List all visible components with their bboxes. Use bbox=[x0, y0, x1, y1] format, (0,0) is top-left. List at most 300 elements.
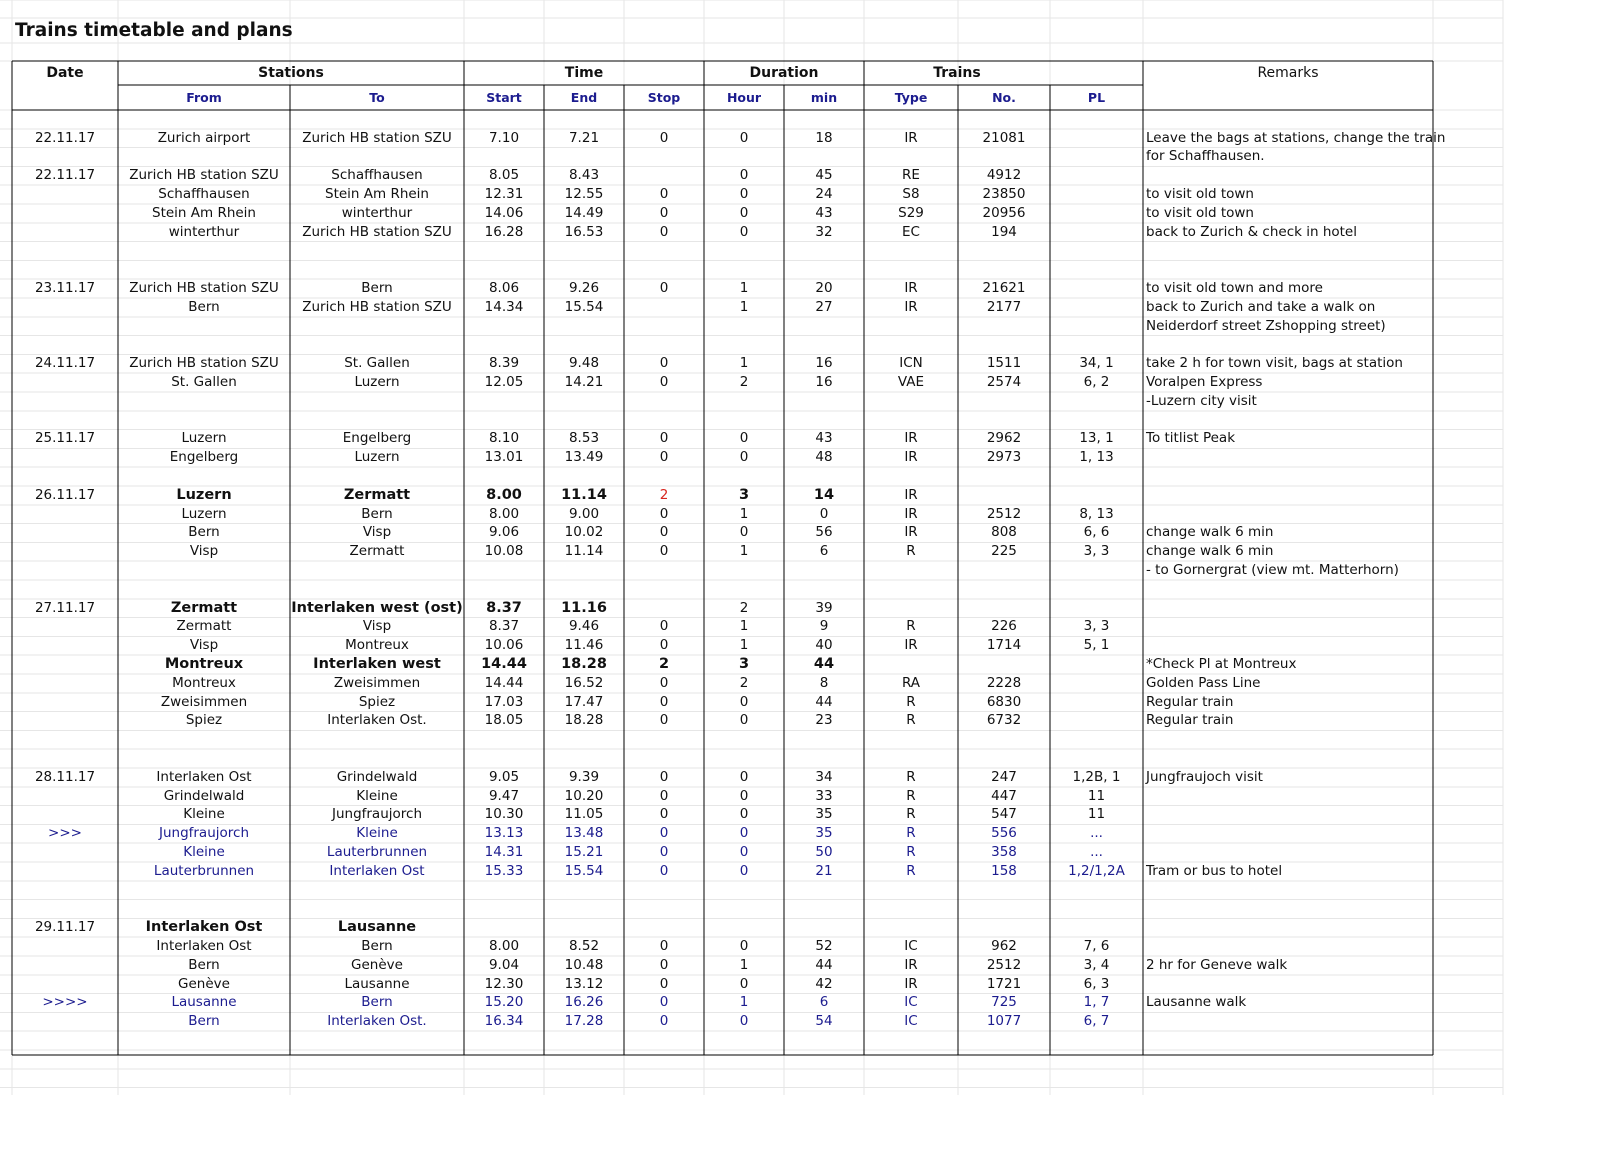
cell-date: 22.11.17 bbox=[34, 167, 96, 184]
cell-remark: *Check Pl at Montreux bbox=[1146, 655, 1297, 672]
cell-min: 33 bbox=[815, 787, 833, 804]
cell-type: IR bbox=[904, 524, 918, 541]
cell-stop: 0 bbox=[659, 543, 669, 560]
cell-end: 10.20 bbox=[564, 787, 604, 804]
cell-remark: change walk 6 min bbox=[1146, 543, 1274, 560]
cell-stop: 0 bbox=[659, 825, 669, 842]
cell-pl: 13, 1 bbox=[1079, 430, 1114, 447]
cell-min: 6 bbox=[819, 994, 829, 1011]
cell-stop: 0 bbox=[659, 956, 669, 973]
header-min: min bbox=[810, 90, 838, 105]
cell-end: 11.14 bbox=[561, 486, 607, 503]
cell-pl: 6, 2 bbox=[1083, 373, 1110, 390]
cell-min: 54 bbox=[815, 1013, 833, 1030]
cell-to: Interlaken Ost. bbox=[327, 1013, 427, 1030]
cell-no: 247 bbox=[991, 768, 1017, 785]
cell-hour: 0 bbox=[739, 787, 749, 804]
cell-to: winterthur bbox=[341, 204, 413, 221]
cell-stop: 0 bbox=[659, 223, 669, 240]
cell-no: 2177 bbox=[986, 298, 1022, 315]
cell-min: 34 bbox=[815, 768, 833, 785]
cell-pl: 7, 6 bbox=[1083, 937, 1110, 954]
header-date: Date bbox=[46, 65, 84, 81]
cell-pl: 11 bbox=[1087, 787, 1106, 804]
cell-pl: 6, 7 bbox=[1083, 1013, 1110, 1030]
cell-from: Zermatt bbox=[170, 599, 238, 616]
cell-stop: 0 bbox=[659, 524, 669, 541]
cell-min: 35 bbox=[815, 825, 833, 842]
cell-end: 13.49 bbox=[564, 449, 604, 466]
cell-to: Grindelwald bbox=[336, 768, 418, 785]
cell-to: Kleine bbox=[356, 825, 398, 842]
cell-min: 48 bbox=[815, 449, 833, 466]
cell-pl: ... bbox=[1090, 843, 1103, 860]
cell-start: 16.34 bbox=[484, 1013, 524, 1030]
cell-min: 43 bbox=[815, 430, 833, 447]
cell-type: IR bbox=[904, 449, 918, 466]
cell-remark: Golden Pass Line bbox=[1146, 674, 1261, 691]
cell-from: Zurich airport bbox=[157, 129, 251, 146]
cell-remark: Voralpen Express bbox=[1146, 373, 1263, 390]
cell-remark: Tram or bus to hotel bbox=[1146, 862, 1283, 879]
cell-no: 808 bbox=[991, 524, 1017, 541]
cell-to: Lauterbrunnen bbox=[326, 843, 428, 860]
cell-min: 35 bbox=[815, 806, 833, 823]
cell-type: R bbox=[906, 787, 916, 804]
cell-end: 14.21 bbox=[564, 373, 604, 390]
cell-date: 27.11.17 bbox=[34, 599, 96, 616]
header-stations: Stations bbox=[258, 65, 324, 81]
cell-pl: 1,2B, 1 bbox=[1072, 768, 1121, 785]
cell-end: 15.21 bbox=[564, 843, 604, 860]
cell-end: 9.48 bbox=[568, 355, 600, 372]
cell-pl: 5, 1 bbox=[1083, 637, 1110, 654]
cell-date: 26.11.17 bbox=[34, 486, 96, 503]
cell-to: Visp bbox=[362, 618, 392, 635]
cell-type: RA bbox=[901, 674, 921, 691]
cell-from: Montreux bbox=[164, 655, 244, 672]
cell-from: St. Gallen bbox=[171, 373, 237, 390]
cell-to: Interlaken Ost. bbox=[327, 712, 427, 729]
cell-no: 20956 bbox=[982, 204, 1026, 221]
cell-no: 1511 bbox=[986, 355, 1022, 372]
cell-stop: 0 bbox=[659, 279, 669, 296]
cell-type: S8 bbox=[902, 185, 920, 202]
cell-no: 23850 bbox=[982, 185, 1026, 202]
cell-stop: 0 bbox=[659, 505, 669, 522]
cell-end: 11.16 bbox=[561, 599, 607, 616]
cell-end: 17.47 bbox=[564, 693, 604, 710]
cell-date: 25.11.17 bbox=[34, 430, 96, 447]
cell-type: S29 bbox=[898, 204, 924, 221]
header-from: From bbox=[186, 90, 222, 105]
header-time: Time bbox=[564, 65, 604, 81]
cell-pl: 8, 13 bbox=[1079, 505, 1114, 522]
cell-hour: 2 bbox=[739, 373, 749, 390]
cell-type: IC bbox=[904, 994, 918, 1011]
cell-start: 12.30 bbox=[484, 975, 524, 992]
cell-remark: Regular train bbox=[1146, 693, 1234, 710]
cell-min: 40 bbox=[815, 637, 833, 654]
cell-pl: 1,2/1,2A bbox=[1068, 862, 1125, 879]
cell-hour: 1 bbox=[739, 956, 749, 973]
cell-start: 9.47 bbox=[488, 787, 520, 804]
cell-end: 11.46 bbox=[564, 637, 604, 654]
cell-start: 13.13 bbox=[484, 825, 524, 842]
header-type: Type bbox=[894, 90, 928, 105]
cell-no: 725 bbox=[991, 994, 1017, 1011]
cell-stop: 2 bbox=[659, 486, 669, 503]
cell-from: Kleine bbox=[183, 806, 225, 823]
cell-from: Zurich HB station SZU bbox=[129, 355, 279, 372]
cell-date: >>>> bbox=[42, 994, 88, 1011]
cell-stop: 0 bbox=[659, 843, 669, 860]
cell-to: Zermatt bbox=[343, 486, 411, 503]
cell-end: 15.54 bbox=[564, 298, 604, 315]
cell-min: 52 bbox=[815, 937, 833, 954]
cell-start: 16.28 bbox=[484, 223, 524, 240]
cell-hour: 1 bbox=[739, 355, 749, 372]
cell-end: 10.48 bbox=[564, 956, 604, 973]
cell-no: 194 bbox=[991, 223, 1017, 240]
cell-hour: 0 bbox=[739, 975, 749, 992]
cell-hour: 0 bbox=[739, 825, 749, 842]
cell-hour: 2 bbox=[739, 674, 749, 691]
cell-start: 12.31 bbox=[484, 185, 524, 202]
cell-hour: 1 bbox=[739, 994, 749, 1011]
cell-hour: 1 bbox=[739, 279, 749, 296]
cell-from: Zurich HB station SZU bbox=[129, 279, 279, 296]
cell-from: Lausanne bbox=[171, 994, 237, 1011]
sheet-title: Trains timetable and plans bbox=[15, 20, 293, 41]
cell-type: IR bbox=[904, 637, 918, 654]
cell-hour: 0 bbox=[739, 185, 749, 202]
cell-start: 8.10 bbox=[488, 430, 520, 447]
cell-remark: to visit old town bbox=[1146, 185, 1254, 202]
cell-start: 14.06 bbox=[484, 204, 524, 221]
cell-from: Genève bbox=[178, 975, 230, 992]
cell-from: Visp bbox=[189, 637, 219, 654]
cell-type: R bbox=[906, 712, 916, 729]
cell-end: 11.14 bbox=[564, 543, 604, 560]
cell-start: 8.00 bbox=[488, 937, 520, 954]
cell-end: 9.00 bbox=[568, 505, 600, 522]
header-trains: Trains bbox=[933, 65, 981, 81]
cell-from: Bern bbox=[188, 524, 220, 541]
cell-to: St. Gallen bbox=[344, 355, 410, 372]
cell-hour: 3 bbox=[738, 486, 750, 503]
cell-type: IR bbox=[904, 279, 918, 296]
cell-start: 8.05 bbox=[488, 167, 520, 184]
cell-start: 15.20 bbox=[484, 994, 524, 1011]
cell-from: Interlaken Ost bbox=[145, 919, 263, 936]
cell-to: Spiez bbox=[358, 693, 396, 710]
cell-remark: 2 hr for Geneve walk bbox=[1146, 956, 1288, 973]
cell-hour: 0 bbox=[739, 524, 749, 541]
cell-min: 8 bbox=[819, 674, 829, 691]
cell-end: 16.52 bbox=[564, 674, 604, 691]
cell-hour: 0 bbox=[739, 204, 749, 221]
cell-stop: 0 bbox=[659, 787, 669, 804]
cell-no: 556 bbox=[991, 825, 1017, 842]
cell-remark: for Schaffhausen. bbox=[1146, 148, 1265, 165]
header-no: No. bbox=[992, 90, 1016, 105]
cell-to: Zermatt bbox=[349, 543, 405, 560]
cell-type: RE bbox=[902, 167, 920, 184]
cell-stop: 0 bbox=[659, 862, 669, 879]
cell-to: Stein Am Rhein bbox=[325, 185, 429, 202]
cell-min: 44 bbox=[813, 655, 835, 672]
cell-type: IR bbox=[904, 430, 918, 447]
header-remarks: Remarks bbox=[1257, 65, 1319, 81]
cell-stop: 0 bbox=[659, 674, 669, 691]
cell-from: winterthur bbox=[168, 223, 240, 240]
cell-hour: 0 bbox=[739, 693, 749, 710]
cell-type: IR bbox=[904, 956, 918, 973]
cell-type: IR bbox=[904, 486, 918, 503]
cell-pl: 11 bbox=[1087, 806, 1106, 823]
cell-end: 9.26 bbox=[568, 279, 600, 296]
cell-stop: 0 bbox=[659, 430, 669, 447]
cell-pl: 3, 4 bbox=[1083, 956, 1110, 973]
cell-stop: 0 bbox=[659, 373, 669, 390]
cell-start: 15.33 bbox=[484, 862, 524, 879]
cell-to: Zurich HB station SZU bbox=[302, 129, 452, 146]
cell-no: 2512 bbox=[986, 956, 1022, 973]
cell-min: 45 bbox=[815, 167, 833, 184]
cell-stop: 0 bbox=[659, 975, 669, 992]
cell-to: Luzern bbox=[354, 373, 400, 390]
cell-start: 10.30 bbox=[484, 806, 524, 823]
cell-stop: 0 bbox=[659, 937, 669, 954]
cell-type: VAE bbox=[897, 373, 925, 390]
cell-remark: Neiderdorf street Zshopping street) bbox=[1146, 317, 1386, 334]
cell-no: 547 bbox=[991, 806, 1017, 823]
cell-remark: take 2 h for town visit, bags at station bbox=[1146, 355, 1403, 372]
cell-start: 10.06 bbox=[484, 637, 524, 654]
cell-stop: 0 bbox=[659, 618, 669, 635]
cell-remark: change walk 6 min bbox=[1146, 524, 1274, 541]
cell-type: IR bbox=[904, 298, 918, 315]
cell-to: Interlaken west (ost) bbox=[291, 599, 463, 616]
cell-min: 50 bbox=[815, 843, 833, 860]
cell-pl: 3, 3 bbox=[1083, 618, 1110, 635]
cell-end: 9.39 bbox=[568, 768, 600, 785]
cell-from: Montreux bbox=[172, 674, 236, 691]
cell-end: 16.26 bbox=[564, 994, 604, 1011]
cell-hour: 0 bbox=[739, 937, 749, 954]
cell-start: 8.39 bbox=[488, 355, 520, 372]
cell-to: Bern bbox=[361, 279, 393, 296]
cell-pl: ... bbox=[1090, 825, 1103, 842]
cell-min: 16 bbox=[815, 355, 833, 372]
cell-type: R bbox=[906, 806, 916, 823]
cell-hour: 0 bbox=[739, 449, 749, 466]
cell-type: IC bbox=[904, 1013, 918, 1030]
cell-to: Bern bbox=[361, 937, 393, 954]
cell-min: 24 bbox=[815, 185, 833, 202]
cell-stop: 0 bbox=[659, 693, 669, 710]
cell-start: 14.31 bbox=[484, 843, 524, 860]
cell-end: 10.02 bbox=[564, 524, 604, 541]
cell-end: 9.46 bbox=[568, 618, 600, 635]
cell-min: 21 bbox=[815, 862, 833, 879]
cell-from: Stein Am Rhein bbox=[152, 204, 256, 221]
cell-hour: 0 bbox=[739, 806, 749, 823]
header-stop: Stop bbox=[647, 90, 681, 105]
cell-remark: back to Zurich and take a walk on bbox=[1146, 298, 1376, 315]
cell-to: Luzern bbox=[354, 449, 400, 466]
cell-pl: 6, 6 bbox=[1083, 524, 1110, 541]
cell-end: 14.49 bbox=[564, 204, 604, 221]
cell-type: ICN bbox=[899, 355, 923, 372]
cell-no: 358 bbox=[991, 843, 1017, 860]
header-end: End bbox=[570, 90, 598, 105]
cell-to: Lausanne bbox=[344, 975, 410, 992]
cell-from: Zweisimmen bbox=[160, 693, 248, 710]
cell-to: Engelberg bbox=[342, 430, 412, 447]
cell-hour: 0 bbox=[739, 430, 749, 447]
cell-end: 18.28 bbox=[561, 655, 607, 672]
cell-type: R bbox=[906, 825, 916, 842]
cell-start: 8.37 bbox=[488, 618, 520, 635]
cell-from: Bern bbox=[188, 1013, 220, 1030]
cell-no: 2512 bbox=[986, 505, 1022, 522]
cell-start: 10.08 bbox=[484, 543, 524, 560]
cell-start: 9.04 bbox=[488, 956, 520, 973]
cell-end: 17.28 bbox=[564, 1013, 604, 1030]
cell-pl: 6, 3 bbox=[1083, 975, 1110, 992]
cell-date: 23.11.17 bbox=[34, 279, 96, 296]
cell-end: 18.28 bbox=[564, 712, 604, 729]
cell-min: 23 bbox=[815, 712, 833, 729]
cell-remark: Leave the bags at stations, change the train bbox=[1146, 129, 1446, 146]
cell-stop: 0 bbox=[659, 204, 669, 221]
cell-stop: 0 bbox=[659, 1013, 669, 1030]
cell-min: 20 bbox=[815, 279, 833, 296]
cell-start: 8.37 bbox=[486, 599, 522, 616]
cell-no: 4912 bbox=[986, 167, 1022, 184]
cell-no: 1714 bbox=[986, 637, 1022, 654]
cell-start: 18.05 bbox=[484, 712, 524, 729]
cell-hour: 1 bbox=[739, 637, 749, 654]
cell-min: 42 bbox=[815, 975, 833, 992]
cell-remark: back to Zurich & check in hotel bbox=[1146, 223, 1357, 240]
cell-stop: 2 bbox=[658, 655, 670, 672]
cell-to: Schaffhausen bbox=[331, 167, 423, 184]
cell-start: 14.44 bbox=[484, 674, 524, 691]
cell-no: 6732 bbox=[986, 712, 1022, 729]
cell-hour: 1 bbox=[739, 298, 749, 315]
cell-remark: Lausanne walk bbox=[1146, 994, 1247, 1011]
cell-remark: to visit old town bbox=[1146, 204, 1254, 221]
cell-stop: 0 bbox=[659, 768, 669, 785]
cell-no: 1077 bbox=[986, 1013, 1022, 1030]
cell-stop: 0 bbox=[659, 637, 669, 654]
cell-hour: 0 bbox=[739, 1013, 749, 1030]
cell-to: Interlaken Ost bbox=[329, 862, 425, 879]
cell-end: 8.52 bbox=[568, 937, 600, 954]
cell-no: 447 bbox=[991, 787, 1017, 804]
cell-hour: 0 bbox=[739, 768, 749, 785]
cell-date: 29.11.17 bbox=[34, 919, 96, 936]
cell-from: Jungfraujorch bbox=[158, 825, 250, 842]
cell-type: R bbox=[906, 693, 916, 710]
cell-hour: 0 bbox=[739, 167, 749, 184]
cell-no: 2228 bbox=[986, 674, 1022, 691]
cell-start: 14.34 bbox=[484, 298, 524, 315]
cell-start: 8.00 bbox=[486, 486, 522, 503]
cell-pl: 3, 3 bbox=[1083, 543, 1110, 560]
cell-type: R bbox=[906, 843, 916, 860]
cell-from: Grindelwald bbox=[163, 787, 245, 804]
cell-min: 18 bbox=[815, 129, 833, 146]
cell-no: 2973 bbox=[986, 449, 1022, 466]
cell-to: Jungfraujorch bbox=[331, 806, 423, 823]
cell-from: Visp bbox=[189, 543, 219, 560]
cell-remark: Regular train bbox=[1146, 712, 1234, 729]
cell-from: Luzern bbox=[181, 505, 227, 522]
cell-start: 13.01 bbox=[484, 449, 524, 466]
cell-end: 13.12 bbox=[564, 975, 604, 992]
cell-to: Zurich HB station SZU bbox=[302, 298, 452, 315]
cell-to: Kleine bbox=[356, 787, 398, 804]
cell-to: Lausanne bbox=[337, 919, 417, 936]
cell-hour: 1 bbox=[739, 543, 749, 560]
cell-min: 56 bbox=[815, 524, 833, 541]
cell-start: 9.06 bbox=[488, 524, 520, 541]
cell-to: Montreux bbox=[345, 637, 409, 654]
cell-to: Zweisimmen bbox=[333, 674, 421, 691]
header-pl: PL bbox=[1087, 90, 1106, 105]
cell-end: 8.43 bbox=[568, 167, 600, 184]
cell-end: 8.53 bbox=[568, 430, 600, 447]
cell-hour: 0 bbox=[739, 223, 749, 240]
cell-type: R bbox=[906, 768, 916, 785]
cell-date: 28.11.17 bbox=[34, 768, 96, 785]
cell-remark: to visit old town and more bbox=[1146, 279, 1323, 296]
cell-pl: 1, 13 bbox=[1079, 449, 1114, 466]
cell-end: 13.48 bbox=[564, 825, 604, 842]
cell-from: Luzern bbox=[181, 430, 227, 447]
cell-hour: 0 bbox=[739, 843, 749, 860]
cell-date: >>> bbox=[48, 825, 82, 842]
cell-no: 1721 bbox=[986, 975, 1022, 992]
cell-no: 2574 bbox=[986, 373, 1022, 390]
cell-to: Genève bbox=[351, 956, 403, 973]
cell-type: IR bbox=[904, 129, 918, 146]
header-duration: Duration bbox=[749, 65, 819, 81]
cell-min: 44 bbox=[815, 693, 833, 710]
cell-start: 8.00 bbox=[488, 505, 520, 522]
cell-min: 32 bbox=[815, 223, 833, 240]
cell-hour: 0 bbox=[739, 862, 749, 879]
cell-no: 21081 bbox=[982, 129, 1026, 146]
cell-to: Bern bbox=[361, 994, 393, 1011]
cell-start: 12.05 bbox=[484, 373, 524, 390]
cell-min: 14 bbox=[813, 486, 835, 503]
cell-type: R bbox=[906, 862, 916, 879]
cell-start: 8.06 bbox=[488, 279, 520, 296]
cell-min: 27 bbox=[815, 298, 833, 315]
cell-hour: 2 bbox=[739, 599, 749, 616]
cell-remark: - to Gornergrat (view mt. Matterhorn) bbox=[1146, 561, 1399, 578]
cell-no: 158 bbox=[991, 862, 1017, 879]
cell-from: Interlaken Ost bbox=[156, 937, 252, 954]
header-start: Start bbox=[486, 90, 522, 105]
cell-to: Visp bbox=[362, 524, 392, 541]
cell-from: Kleine bbox=[183, 843, 225, 860]
